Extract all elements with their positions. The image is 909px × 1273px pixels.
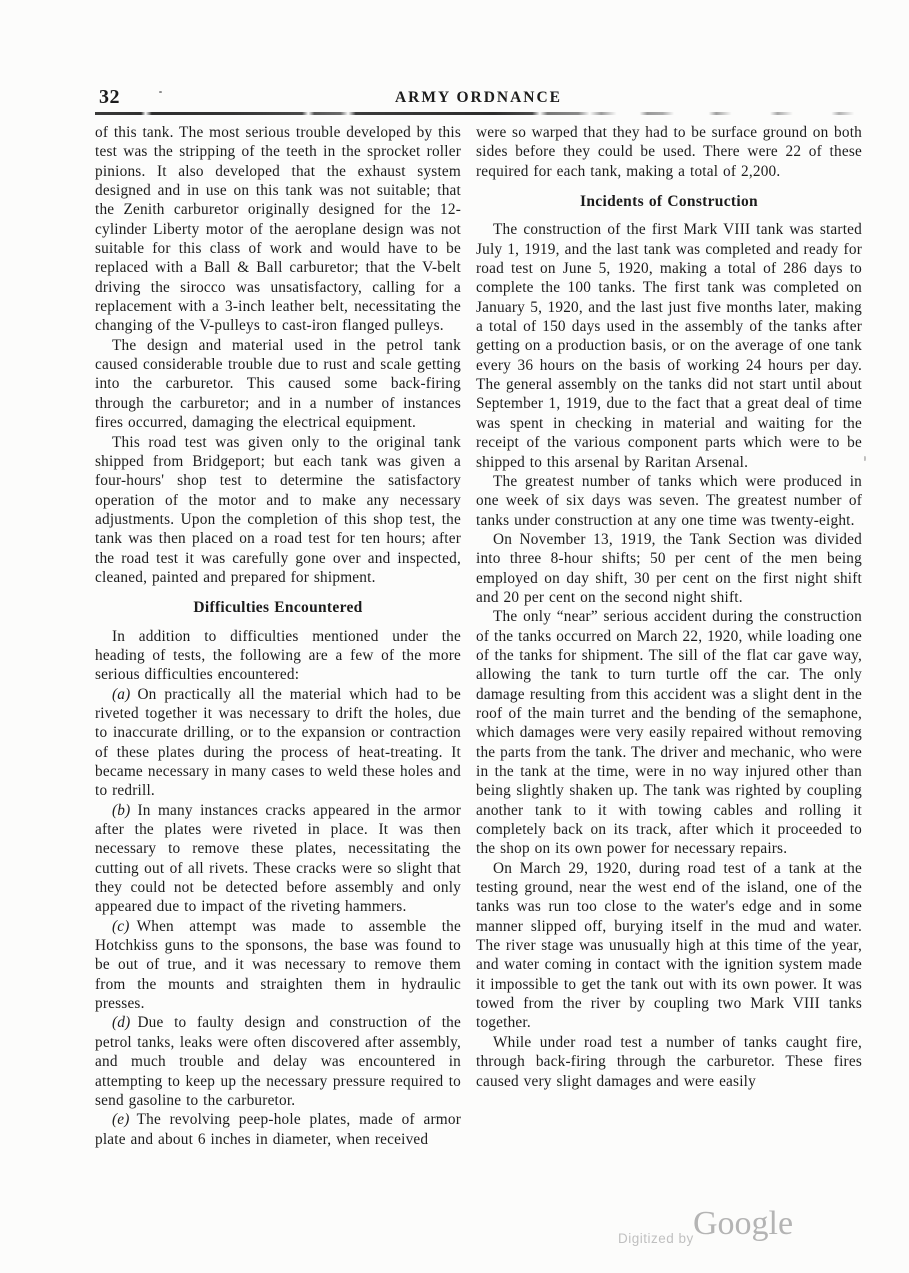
paragraph: of this tank. The most serious trouble developed by this test was the stripping of the teeth in the sprocket roller pinions. It also developed that the exhaust system designed and in use on this tank was not suitable; that the Zenith carburetor originally designed for the 12-cylinder Liberty motor of the aeroplane design was not suitable for this class of work and would have to be replaced with a Ball & Ball carburetor; that the V-belt driving the sirocco was unsatisfactory, calling for a replacement with a 3-inch leather belt, necessitating the changing of the V-pulleys to cast-iron flanged pulleys. (95, 124, 461, 335)
paragraph: The construction of the first Mark VIII tank was started July 1, 1919, and the last tank was completed and ready for road test on June 5, 1920, making a total of 286 days to complete the 100 tanks. The first tank was completed on January 5, 1920, and the last just five months later, making a total of 150 days used in the assembly of the tanks after getting on a production basis, or on the average of one tank every 36 hours on the basis of working 24 hours per day. The general assembly on the tanks did not start until about September 1, 1919, due to the fact that a great deal of time was spent in checking in material and waiting for the receipt of the various component parts which were to be shipped to this arsenal by Raritan Arsenal. (476, 221, 862, 471)
paragraph (95, 917, 461, 1014)
scan-speck (864, 456, 866, 461)
paragraph-text: In many instances cracks appeared in the armor after the plates were riveted in place. It was then necessary to remove these plates, necessitating the cutting out of all rivets. These cracks were so slight that they could not be detected before assembly and only appeared due to impact of the riveting hammers. (95, 801, 461, 916)
paragraph: While under road test a number of tanks caught fire, through back-firing through the carburetor. These fires caused very slight damages and were easily (476, 1033, 862, 1090)
paragraph (95, 1013, 461, 1110)
paragraph: On November 13, 1919, the Tank Section was divided into three 8-hour shifts; 50 per cent of the men being employed on day shift, 30 per cent on the first night shift and 20 per cent on the second night shift. (476, 530, 862, 606)
paragraph (95, 1110, 461, 1149)
paragraph-text: The revolving peep-hole plates, made of armor plate and about 6 inches in diameter, when received (95, 1111, 461, 1148)
paragraph: The design and material used in the petrol tank caused considerable trouble due to rust and scale getting into the carburetor. This caused some back-firing through the carburetor; and in a number of instances fires occurred, damaging the electrical equipment. (95, 336, 461, 432)
paragraph: In addition to difficulties mentioned under the heading of tests, the following are a few of the more serious difficulties encountered: (95, 627, 461, 684)
header-rule (95, 112, 862, 115)
digitized-by-label: Digitized by (618, 1231, 694, 1246)
item-letter: (d) (112, 1014, 131, 1032)
section-heading-difficulties: Difficulties Encountered (193, 599, 363, 617)
journal-title: ARMY ORDNANCE (394, 89, 563, 106)
paragraph (95, 801, 461, 917)
scan-speck (159, 91, 162, 93)
right-column (476, 123, 862, 1149)
paragraph-text: On practically all the material which had to be riveted together it was necessary to drift the holes, due to inaccurate drilling, or to the expansion or contraction of these plates during the process of heat-treating. It became necessary in many cases to weld these holes and to redrill. (95, 685, 461, 800)
paragraph: were so warped that they had to be surface ground on both sides before they could be used. There were 22 of these required for each tank, making a total of 2,200. (476, 124, 862, 180)
paragraph: On March 29, 1920, during road test of a tank at the testing ground, near the west end of the island, one of the tanks was run too close to the water's edge and in some manner slipped off, burying itself in the mud and water. The river stage was unusually high at this time of the year, and water coming in contact with the ignition system made it impossible to get the tank out with its own power. It was towed from the river by coupling two Mark VIII tanks together. (476, 859, 862, 1032)
paragraph: This road test was given only to the original tank shipped from Bridgeport; but each tank was given a four-hours' shop test to determine the satisfactory operation of the motor and to make any necessary adjustments. Upon the completion of this shop test, the tank was then placed on a road test for ten hours; after the road test it was carefully gone over and inspected, cleaned, painted and prepared for shipment. (95, 433, 461, 586)
section-heading-incidents: Incidents of Construction (580, 193, 758, 211)
paragraph (95, 685, 461, 801)
left-column (95, 123, 461, 1149)
item-letter: (a) (112, 685, 131, 703)
paragraph-text: When attempt was made to assemble the Hotchkiss guns to the sponsons, the base was found to be out of true, and it was necessary to remove them from the mounts and straighten them in hydraulic presses. (95, 917, 461, 1013)
google-logo: Google (693, 1205, 794, 1242)
item-letter: (c) (112, 917, 130, 935)
page-number: 32 (99, 86, 120, 108)
paragraph: The greatest number of tanks which were produced in one week of six days was seven. The greatest number of tanks under construction at any one time was twenty-eight. (476, 472, 862, 529)
item-letter: (b) (112, 801, 131, 819)
item-letter: (e) (112, 1111, 130, 1129)
text-block (95, 123, 862, 1149)
paragraph-text: Due to faulty design and construction of the petrol tanks, leaks were often discovered after assembly, and much trouble and delay was encountered in attempting to keep up the necessary pressure required to send gasoline to the carburetor. (95, 1014, 461, 1109)
paragraph: The only “near” serious accident during the construction of the tanks occurred on March 22, 1920, while loading one of the tanks for shipment. The sill of the flat car gave way, allowing the tank to turn turtle off the car. The only damage resulting from this accident was a slight dent in the roof of the main turret and the bending of the semaphone, which damages were very easily repaired without removing the parts from the tank. The driver and mechanic, who were in the tank at the time, were in no way injured other than being slightly shaken up. The tank was righted by coupling another tank to it with towing cables and rolling it completely back on its track, after which it proceeded to the shop on its own power for necessary repairs. (476, 608, 862, 858)
